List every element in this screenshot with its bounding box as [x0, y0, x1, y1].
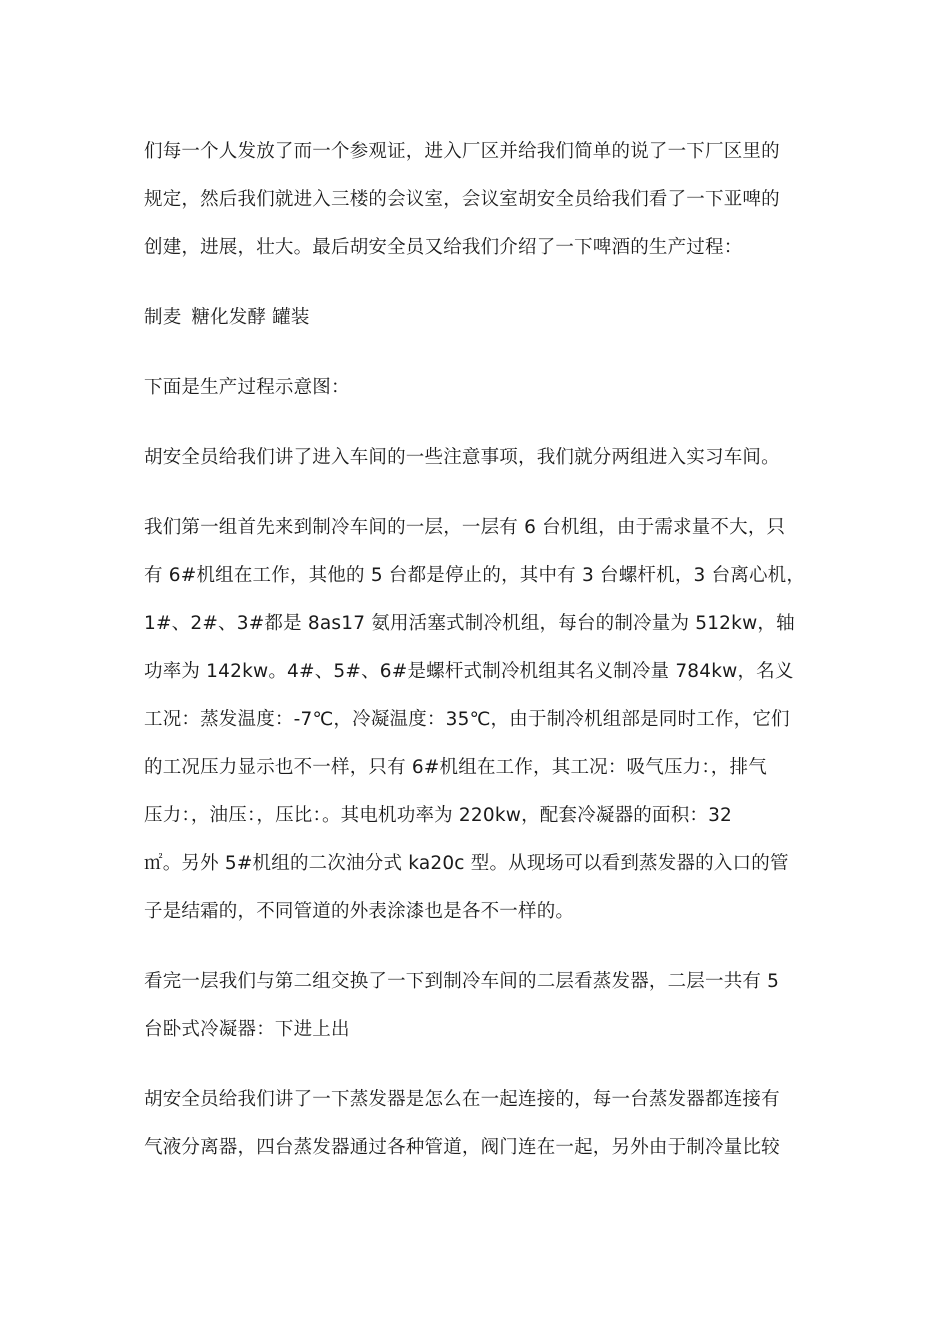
- paragraph-visit-intro: [144, 128, 806, 272]
- text-line: 台卧式冷凝器：下进上出: [144, 1019, 350, 1040]
- paragraph-process-steps: [144, 294, 806, 342]
- paragraph-refrigeration-floor-two: [144, 958, 806, 1054]
- text-line: 规定，然后我们就进入三楼的会议室，会议室胡安全员给我们看了一下亚啤的: [144, 189, 780, 210]
- text-line: 压力：，油压：，压比：。其电机功率为 220kw，配套冷凝器的面积：32: [144, 805, 733, 826]
- paragraph-safety-notice: [144, 434, 806, 482]
- text-line: 有 6#机组在工作，其他的 5 台都是停止的，其中有 3 台螺杆机，3 台离心机，: [144, 565, 806, 586]
- text-line: 们每一个人发放了而一个参观证，进入厂区并给我们简单的说了一下厂区里的: [144, 141, 780, 162]
- text-line: 功率为 142kw。4#、5#、6#是螺杆式制冷机组其名义制冷量 784kw，名义: [144, 661, 794, 682]
- text-line: 工况：蒸发温度：-7℃，冷凝温度：35℃，由于制冷机组部是同时工作，它们: [144, 709, 790, 730]
- text-line: 下面是生产过程示意图：: [144, 377, 350, 398]
- text-line: 我们第一组首先来到制冷车间的一层，一层有 6 台机组，由于需求量不大，只: [144, 517, 786, 538]
- paragraph-refrigeration-floor-one: [144, 504, 806, 936]
- text-line: 1#、2#、3#都是 8as17 氨用活塞式制冷机组，每台的制冷量为 512kw，轴: [144, 613, 795, 634]
- document-body: [144, 128, 806, 1194]
- text-line: 创建，进展，壮大。最后胡安全员又给我们介绍了一下啤酒的生产过程：: [144, 237, 743, 258]
- process-step-saccharification-fermentation: 糖化发酵: [191, 307, 267, 328]
- process-step-canning: 罐装: [272, 307, 310, 328]
- text-line: 看完一层我们与第二组交换了一下到制冷车间的二层看蒸发器，二层一共有 5: [144, 971, 780, 992]
- text-line: 胡安全员给我们讲了进入车间的一些注意事项，我们就分两组进入实习车间。: [144, 447, 780, 468]
- paragraph-diagram-caption: [144, 364, 806, 412]
- text-line: 的工况压力显示也不一样，只有 6#机组在工作，其工况：吸气压力：，排气: [144, 757, 767, 778]
- text-line: 气液分离器，四台蒸发器通过各种管道，阀门连在一起，另外由于制冷量比较: [144, 1137, 780, 1158]
- text-line: 胡安全员给我们讲了一下蒸发器是怎么在一起连接的，每一台蒸发器都连接有: [144, 1089, 780, 1110]
- paragraph-evaporator-connections: [144, 1076, 806, 1172]
- text-line: 子是结霜的，不同管道的外表涂漆也是各不一样的。: [144, 901, 575, 922]
- text-line: ㎡。另外 5#机组的二次油分式 ka20c 型。从现场可以看到蒸发器的入口的管: [144, 853, 789, 874]
- process-step-malting: 制麦: [144, 307, 182, 328]
